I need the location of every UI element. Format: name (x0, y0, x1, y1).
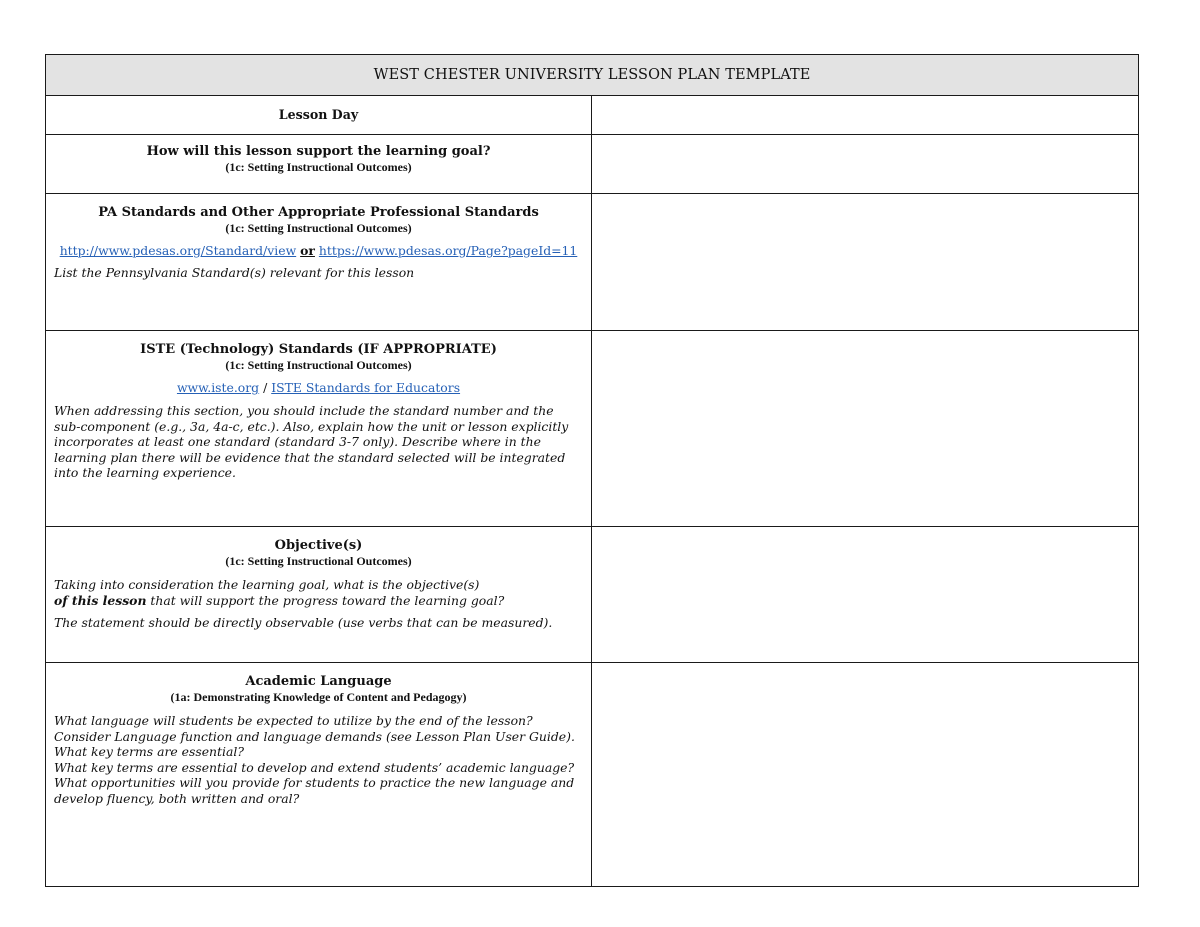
title-row (46, 55, 1139, 96)
objectives-note-1-start: Taking into consideration the learning goal, what is the objective(s) (54, 577, 480, 592)
or-text: or (300, 243, 315, 258)
pa-standards-row (46, 194, 1139, 331)
pa-standards-label-cell (46, 194, 592, 331)
academic-language-entry-cell[interactable] (592, 663, 1139, 887)
learning-goal-entry-cell[interactable] (592, 135, 1139, 194)
academic-language-subheading: (1a: Demonstrating Knowledge of Content and Pedagogy) (170, 690, 467, 704)
learning-goal-heading: How will this lesson support the learning goal? (146, 144, 491, 159)
iste-links (54, 379, 583, 396)
iste-note: When addressing this section, you should include the standard number and the sub-component (e.g., 3a, 4a-c, etc.). Also, explain how the unit or lesson explicitly incorporates at least one standard (standard 3-7 only). Describe where in the learning plan there will be evidence that the standard selected will be integrated into the learning experience. (54, 403, 569, 480)
lesson-day-entry-cell[interactable] (592, 96, 1139, 135)
iste-label-cell (46, 331, 592, 527)
objectives-label-cell (46, 527, 592, 663)
objectives-note-1-emphasis: of this lesson (54, 592, 147, 608)
iste-entry-cell[interactable] (592, 331, 1139, 527)
objectives-note-1 (54, 577, 583, 608)
pdesas-page-link[interactable]: https://www.pdesas.org/Page?pageId=11 (318, 243, 578, 258)
lesson-day-heading: Lesson Day (278, 107, 359, 122)
academic-language-heading: Academic Language (245, 674, 392, 689)
academic-language-row (46, 663, 1139, 887)
pdesas-standard-link[interactable]: http://www.pdesas.org/Standard/view (59, 243, 297, 258)
academic-language-line-3: What key terms are essential to develop and extend students’ academic language? (54, 759, 575, 775)
objectives-note-2: The statement should be directly observable (use verbs that can be measured). (54, 615, 553, 630)
academic-language-label-cell (46, 663, 592, 887)
lesson-plan-table (45, 54, 1139, 887)
link-separator: / (263, 380, 268, 395)
academic-language-line-4: What opportunities will you provide for students to practice the new language and develop fluency, both written and oral? (54, 775, 575, 806)
lesson-day-label-cell (46, 96, 592, 135)
learning-goal-row (46, 135, 1139, 194)
learning-goal-subheading: (1c: Setting Instructional Outcomes) (225, 160, 412, 174)
pa-standards-links (54, 242, 583, 259)
lesson-plan-page (45, 54, 1138, 887)
objectives-subheading: (1c: Setting Instructional Outcomes) (225, 554, 412, 568)
pa-standards-subheading: (1c: Setting Instructional Outcomes) (225, 221, 412, 235)
iste-subheading: (1c: Setting Instructional Outcomes) (225, 358, 412, 372)
iste-site-link[interactable]: www.iste.org (176, 380, 260, 395)
pa-standards-entry-cell[interactable] (592, 194, 1139, 331)
template-title: WEST CHESTER UNIVERSITY LESSON PLAN TEMPLATE (46, 55, 1139, 96)
academic-language-notes (54, 713, 583, 806)
learning-goal-label-cell (46, 135, 592, 194)
iste-row (46, 331, 1139, 527)
iste-educators-link[interactable]: ISTE Standards for Educators (271, 380, 461, 395)
objectives-row (46, 527, 1139, 663)
academic-language-line-2: What key terms are essential? (54, 744, 244, 759)
iste-heading: ISTE (Technology) Standards (IF APPROPRIATE) (140, 342, 497, 357)
objectives-entry-cell[interactable] (592, 527, 1139, 663)
pa-standards-note: List the Pennsylvania Standard(s) relevant for this lesson (54, 265, 415, 280)
objectives-heading: Objective(s) (274, 538, 363, 553)
pa-standards-heading: PA Standards and Other Appropriate Professional Standards (98, 205, 539, 220)
academic-language-line-1: What language will students be expected to utilize by the end of the lesson? Consider Language function and language demands (see Lesson Plan User Guide). (54, 713, 575, 744)
lesson-day-row (46, 96, 1139, 135)
objectives-note-1-end: that will support the progress toward the learning goal? (146, 592, 505, 608)
